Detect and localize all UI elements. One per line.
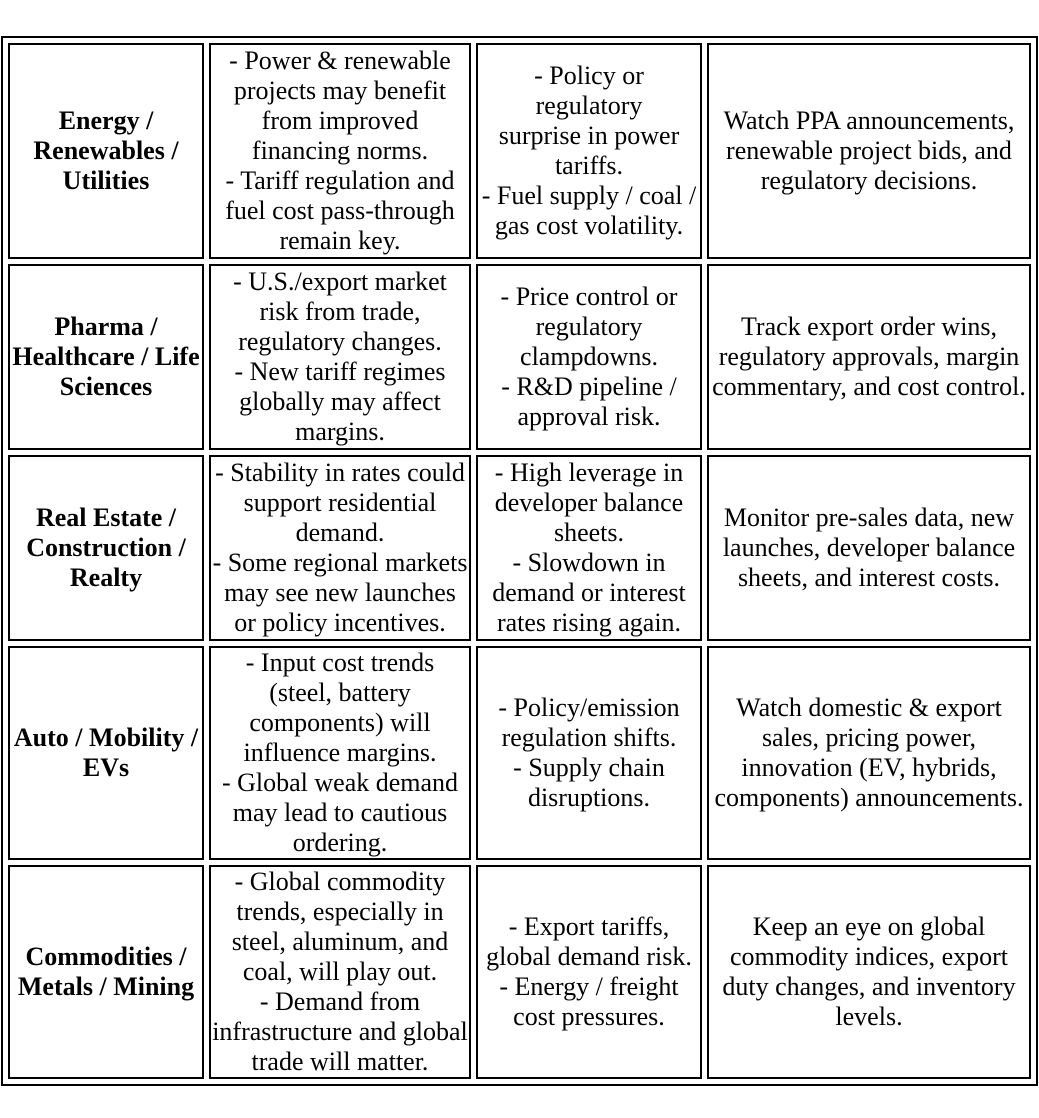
text-line: steel, aluminum, and <box>231 927 449 956</box>
text-line: trends, especially in <box>236 897 444 926</box>
text-line: coal, will play out. <box>242 957 438 986</box>
opportunities-cell <box>209 43 471 259</box>
text-line: - Stability in rates could <box>215 458 465 487</box>
text-line: levels. <box>835 1002 903 1031</box>
text-line: global demand risk. <box>486 942 692 971</box>
text-line: - Global weak demand <box>221 768 459 797</box>
text-line: ordering. <box>292 828 388 857</box>
text-line: - Input cost trends <box>245 648 435 677</box>
text-line: disruptions. <box>527 783 651 812</box>
text-line: - Global commodity <box>234 867 446 896</box>
text-line: Watch domestic & export <box>736 693 1002 722</box>
text-line: financing norms. <box>251 136 429 165</box>
text-line: - Power & renewable <box>229 46 451 75</box>
opportunities-cell <box>209 865 471 1079</box>
text-line: - Fuel supply / coal / <box>481 181 697 210</box>
sector-cell <box>8 646 204 860</box>
text-line: Pharma / <box>54 312 158 341</box>
text-line: margins. <box>295 417 385 446</box>
text-line: approval risk. <box>517 402 661 431</box>
text-line: Utilities <box>62 166 150 195</box>
text-line: from improved <box>261 106 419 135</box>
text-line: may see new launches <box>224 578 456 607</box>
text-line: fuel cost pass-through <box>225 196 455 225</box>
text-line: - New tariff regimes <box>234 357 446 386</box>
text-line: may lead to cautious <box>232 798 448 827</box>
text-line: (steel, battery <box>269 678 411 707</box>
text-line: - Policy or regulatory <box>534 61 644 120</box>
opportunities-cell <box>209 646 471 860</box>
sector-cell <box>8 43 204 259</box>
text-line: risk from trade, <box>259 297 421 326</box>
risks-cell <box>476 865 702 1079</box>
risks-cell <box>476 455 702 641</box>
text-line: regulatory changes. <box>238 327 442 356</box>
table-row <box>8 43 1031 259</box>
text-line: duty changes, and inventory <box>722 972 1016 1001</box>
text-line: - Slowdown in <box>512 548 666 577</box>
text-line: rates rising again. <box>496 608 682 637</box>
text-line: projects may benefit <box>233 76 447 105</box>
text-line: Track export order wins, <box>740 312 998 341</box>
text-line: components) will <box>249 708 431 737</box>
text-line: commentary, and cost control. <box>712 372 1026 401</box>
text-line: remain key. <box>279 226 401 255</box>
text-line: or policy incentives. <box>234 608 446 637</box>
text-line: - Policy/emission <box>498 693 680 722</box>
text-line: launches, developer balance <box>722 533 1016 562</box>
text-line: sheets. <box>553 518 625 547</box>
text-line: regulatory decisions. <box>760 166 978 195</box>
text-line: trade will matter. <box>251 1047 429 1076</box>
text-line: - R&D pipeline / <box>501 372 677 401</box>
text-line: renewable project bids, and <box>726 136 1012 165</box>
text-line: infrastructure and global <box>212 1017 468 1046</box>
text-line: - Energy / freight <box>499 972 679 1001</box>
watch-cell <box>707 43 1031 259</box>
table-row <box>8 865 1031 1079</box>
table-row <box>8 264 1031 450</box>
risks-cell <box>476 264 702 450</box>
sector-cell <box>8 865 204 1079</box>
text-line: innovation (EV, hybrids, <box>741 753 997 782</box>
text-line: Sciences <box>59 372 153 401</box>
text-line: Monitor pre-sales data, new <box>723 503 1015 532</box>
watch-cell <box>707 646 1031 860</box>
text-line: - High leverage in <box>494 458 684 487</box>
opportunities-cell <box>209 455 471 641</box>
text-line: Real Estate / <box>35 503 177 532</box>
text-line: - Some regional markets <box>212 548 468 577</box>
text-line: demand or interest <box>492 578 686 607</box>
text-line: regulatory approvals, margin <box>718 342 1020 371</box>
sector-cell <box>8 455 204 641</box>
text-line: support residential <box>243 488 437 517</box>
text-line: Healthcare / Life <box>12 342 200 371</box>
text-line: Commodities / <box>25 942 187 971</box>
text-line: cost pressures. <box>513 1002 665 1031</box>
sector-outlook-table <box>1 36 1038 1086</box>
text-line: Keep an eye on global <box>752 912 986 941</box>
text-line: - Price control or <box>500 282 678 311</box>
sector-cell <box>8 264 204 450</box>
text-line: Realty <box>69 563 143 592</box>
text-line: Metals / Mining <box>17 972 195 1001</box>
opportunities-cell <box>209 264 471 450</box>
text-line: Renewables / <box>33 136 179 165</box>
text-line: sheets, and interest costs. <box>737 563 1001 592</box>
text-line: surprise in power <box>498 121 680 150</box>
watch-cell <box>707 455 1031 641</box>
risks-cell <box>476 43 702 259</box>
text-line: Construction / <box>26 533 186 562</box>
text-line: - Supply chain <box>513 753 665 782</box>
text-line: sales, pricing power, <box>761 723 977 752</box>
table-row <box>8 455 1031 641</box>
watch-cell <box>707 264 1031 450</box>
text-line: gas cost volatility. <box>494 211 684 240</box>
text-line: commodity indices, export <box>729 942 1008 971</box>
table-row <box>8 646 1031 860</box>
text-line: - Export tariffs, <box>508 912 670 941</box>
text-line: clampdowns. <box>520 342 658 371</box>
text-line: Watch PPA announcements, <box>723 106 1015 135</box>
text-line: Energy / <box>58 106 154 135</box>
text-line: developer balance <box>494 488 684 517</box>
text-line: - Demand from <box>259 987 421 1016</box>
text-line: regulatory <box>535 312 643 341</box>
text-line: influence margins. <box>243 738 437 767</box>
text-line: Auto / Mobility / <box>13 723 199 752</box>
text-line: globally may affect <box>239 387 441 416</box>
watch-cell <box>707 865 1031 1079</box>
risks-cell <box>476 646 702 860</box>
text-line: components) announcements. <box>714 783 1024 812</box>
text-line: - Tariff regulation and <box>225 166 455 195</box>
text-line: EVs <box>82 753 130 782</box>
text-line: tariffs. <box>554 151 624 180</box>
text-line: demand. <box>295 518 385 547</box>
text-line: regulation shifts. <box>501 723 677 752</box>
text-line: - U.S./export market <box>233 267 447 296</box>
